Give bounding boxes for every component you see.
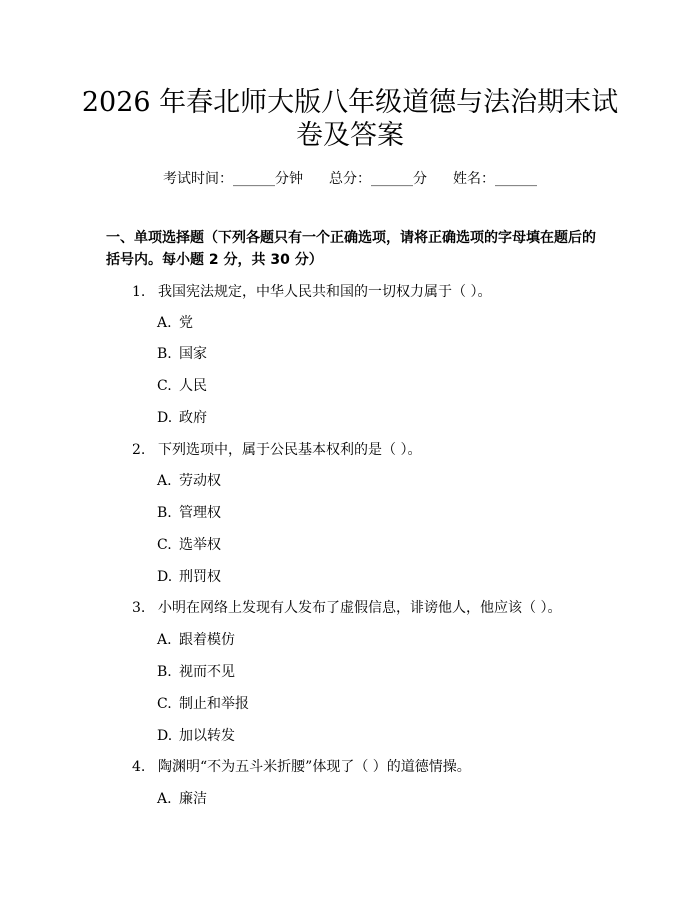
question-2-option-a (157, 471, 221, 491)
option-text: 制止和举报 (179, 696, 249, 712)
question-4 (132, 757, 471, 777)
exam-time-field: 考试时间：______分钟 (163, 171, 303, 187)
question-text: 我国宪法规定，中华人民共和国的一切权力属于（ ）。 (158, 284, 492, 300)
option-letter: A. (157, 632, 172, 648)
option-letter: D. (157, 410, 173, 426)
option-text: 政府 (179, 410, 207, 426)
option-text: 管理权 (179, 505, 221, 521)
option-text: 刑罚权 (179, 569, 221, 585)
question-3-option-d (157, 726, 235, 746)
question-3 (132, 598, 561, 618)
section-heading-line-2: 括号内。每小题 2 分，共 30 分） (106, 252, 323, 268)
option-text: 党 (179, 315, 193, 331)
option-text: 加以转发 (179, 728, 235, 744)
question-number: 3. (132, 600, 146, 616)
option-letter: C. (157, 537, 172, 553)
question-number: 2. (132, 442, 146, 458)
option-text: 劳动权 (179, 473, 221, 489)
option-text: 廉洁 (179, 791, 207, 807)
exam-title-line-1: 2026 年春北师大版八年级道德与法治期末试 (81, 87, 619, 118)
question-number: 4. (132, 759, 146, 775)
question-text: 下列选项中，属于公民基本权利的是（ ）。 (158, 442, 422, 458)
question-1-option-a (157, 313, 193, 333)
option-letter: A. (157, 473, 172, 489)
option-letter: D. (157, 728, 173, 744)
question-2 (132, 440, 421, 460)
exam-meta (0, 169, 700, 189)
option-letter: B. (157, 346, 172, 362)
exam-score-field: 总分：______分 (329, 171, 427, 187)
option-text: 国家 (179, 346, 207, 362)
section-heading-line-1: 一、单项选择题（下列各题只有一个正确选项，请将正确选项的字母填在题后的 (106, 230, 596, 246)
question-text: 小明在网络上发现有人发布了虚假信息，诽谤他人，他应该（ ）。 (158, 600, 562, 616)
question-3-option-c (157, 694, 249, 714)
exam-name-field: 姓名：______ (453, 171, 537, 187)
question-1-option-b (157, 344, 207, 364)
option-text: 跟着模仿 (179, 632, 235, 648)
question-1-option-d (157, 408, 207, 428)
option-letter: A. (157, 791, 172, 807)
question-3-option-a (157, 630, 235, 650)
question-text: 陶渊明“不为五斗米折腰”体现了（ ）的道德情操。 (158, 759, 471, 775)
question-3-option-b (157, 662, 235, 682)
option-letter: A. (157, 315, 172, 331)
option-letter: C. (157, 378, 172, 394)
option-text: 视而不见 (179, 664, 235, 680)
option-letter: D. (157, 569, 173, 585)
option-letter: C. (157, 696, 172, 712)
option-letter: B. (157, 505, 172, 521)
option-text: 人民 (179, 378, 207, 394)
option-letter: B. (157, 664, 172, 680)
question-2-option-c (157, 535, 221, 555)
question-1 (132, 282, 491, 302)
question-4-option-a (157, 789, 207, 809)
question-1-option-c (157, 376, 207, 396)
question-2-option-d (157, 567, 221, 587)
option-text: 选举权 (179, 537, 221, 553)
exam-title-line-2: 卷及答案 (296, 120, 404, 151)
question-2-option-b (157, 503, 221, 523)
question-number: 1. (132, 284, 146, 300)
